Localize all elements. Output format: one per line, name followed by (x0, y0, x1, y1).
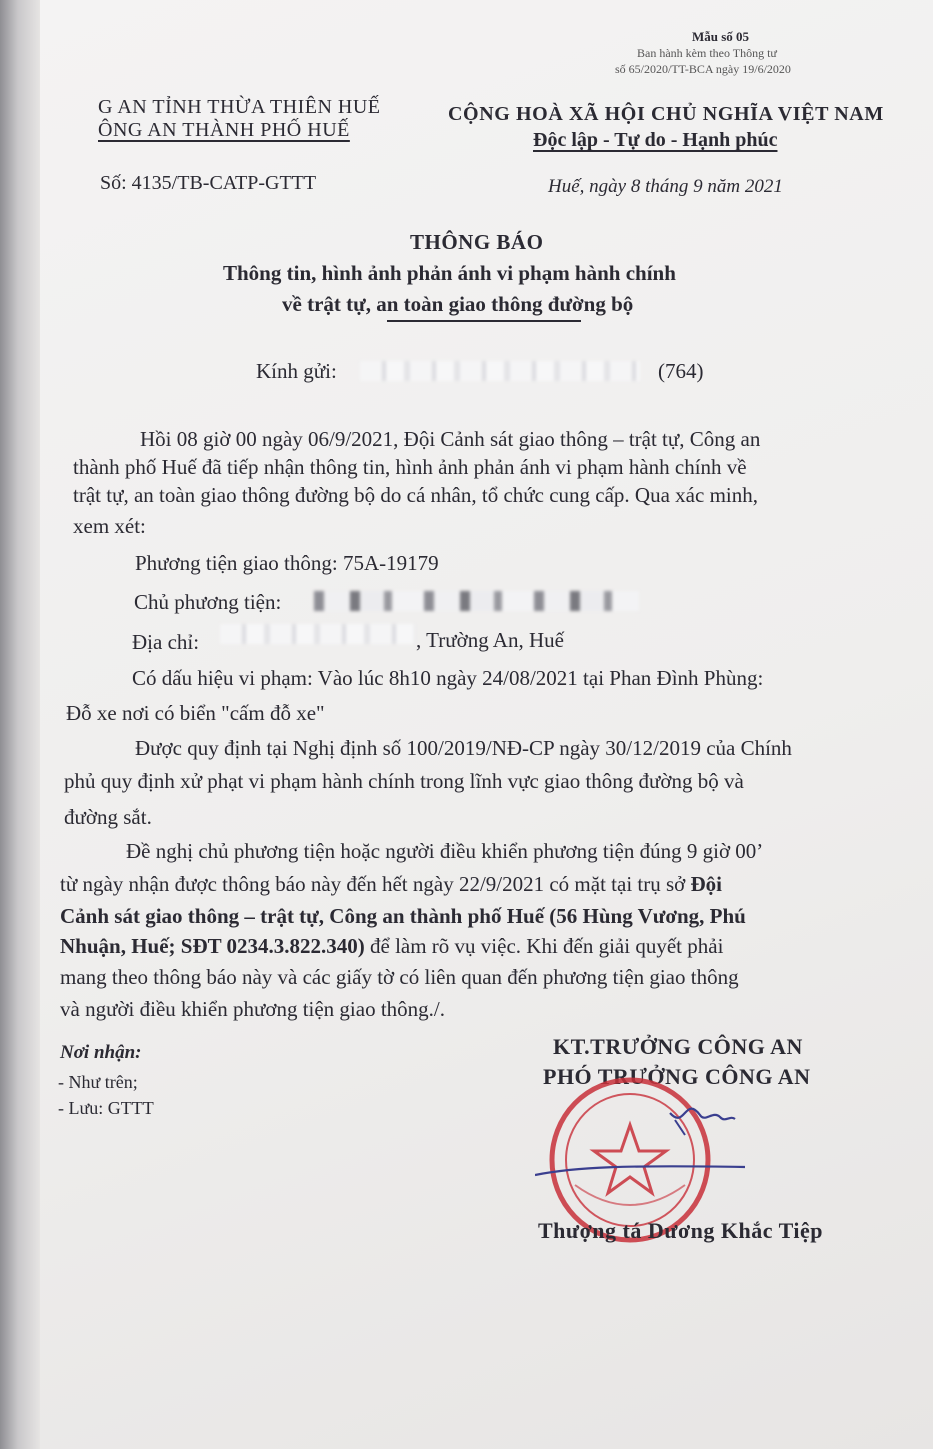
signature-deputy-title: PHÓ TRƯỞNG CÔNG AN (543, 1064, 811, 1089)
document-subtitle-line2: về trật tự, an toàn giao thông đường bộ (282, 292, 634, 316)
issue-date: Huế, ngày 8 tháng 9 năm 2021 (548, 176, 783, 197)
body-p1-line1: Hồi 08 giờ 00 ngày 06/9/2021, Đội Cảnh sát giao thông – trật tự, Công an (140, 427, 761, 451)
addressee-code: (764) (658, 359, 704, 383)
regulation-line3: đường sắt. (64, 805, 152, 829)
violation-line2: Đỗ xe nơi có biển "cấm đỗ xe" (66, 701, 325, 725)
regulation-line2: phủ quy định xử phạt vi phạm hành chính trong lĩnh vực giao thông đường bộ và (64, 769, 744, 793)
address-label: Địa chỉ: (132, 630, 200, 654)
vehicle-plate: Phương tiện giao thông: 75A-19179 (135, 551, 439, 575)
redacted-owner-name (314, 591, 639, 611)
signature-authority: KT.TRƯỞNG CÔNG AN (553, 1034, 803, 1059)
signatory-name: Thượng tá Dương Khắc Tiệp (538, 1218, 823, 1243)
national-motto: Độc lập - Tự do - Hạnh phúc (533, 129, 778, 151)
addressee-label: Kính gửi: (256, 359, 337, 383)
owner-label: Chủ phương tiện: (134, 590, 282, 614)
request-line1: Đề nghị chủ phương tiện hoặc người điều khiển phương tiện đúng 9 giờ 00’ (126, 839, 764, 863)
form-issued-text: Ban hành kèm theo Thông tư (637, 46, 777, 60)
body-p1-line4: xem xét: (73, 514, 146, 538)
request-line2: từ ngày nhận được thông báo này đến hết ngày 22/9/2021 có mặt tại trụ sở Đội (60, 872, 723, 896)
form-number: Mẫu số 05 (692, 29, 750, 44)
org-line-city: ÔNG AN THÀNH PHỐ HUẾ (98, 119, 350, 141)
redacted-address (220, 624, 415, 644)
subtitle-underline (387, 320, 581, 322)
recipient-item: - Lưu: GTTT (58, 1098, 154, 1118)
request-line5: mang theo thông báo này và các giấy tờ có liên quan đến phương tiện giao thông (60, 965, 739, 989)
redacted-addressee (360, 361, 640, 381)
request-line3: Cảnh sát giao thông – trật tự, Công an thành phố Huế (56 Hùng Vương, Phú (60, 904, 746, 928)
violation-line1: Có dấu hiệu vi phạm: Vào lúc 8h10 ngày 24/08/2021 tại Phan Đình Phùng: (132, 666, 764, 690)
page-edge-shadow (0, 0, 40, 1449)
document-subtitle-line1: Thông tin, hình ảnh phản ánh vi phạm hành chính (223, 261, 676, 285)
body-p1-line3: trật tự, an toàn giao thông đường bộ do cá nhân, tổ chức cung cấp. Qua xác minh, (73, 483, 758, 507)
recipient-item: - Như trên; (58, 1072, 138, 1092)
org-line-province: G AN TỈNH THỪA THIÊN HUẾ (98, 96, 381, 118)
recipients-heading: Nơi nhận: (60, 1042, 142, 1063)
document-number: Số: 4135/TB-CATP-GTTT (100, 172, 317, 194)
regulation-line1: Được quy định tại Nghị định số 100/2019/NĐ-CP ngày 30/12/2019 của Chính (135, 736, 792, 760)
body-p1-line2: thành phố Huế đã tiếp nhận thông tin, hình ảnh phản ánh vi phạm hành chính về (73, 455, 747, 479)
request-line6: và người điều khiển phương tiện giao thông./. (60, 997, 446, 1021)
document-page (40, 0, 933, 1449)
form-circular-text: số 65/2020/TT-BCA ngày 19/6/2020 (615, 62, 791, 76)
document-title: THÔNG BÁO (410, 230, 544, 254)
address-tail: , Trường An, Huế (416, 628, 564, 652)
request-line4: Nhuận, Huế; SĐT 0234.3.822.340) để làm rõ vụ việc. Khi đến giải quyết phải (60, 934, 724, 958)
nation-title: CỘNG HOÀ XÃ HỘI CHỦ NGHĨA VIỆT NAM (448, 103, 884, 125)
